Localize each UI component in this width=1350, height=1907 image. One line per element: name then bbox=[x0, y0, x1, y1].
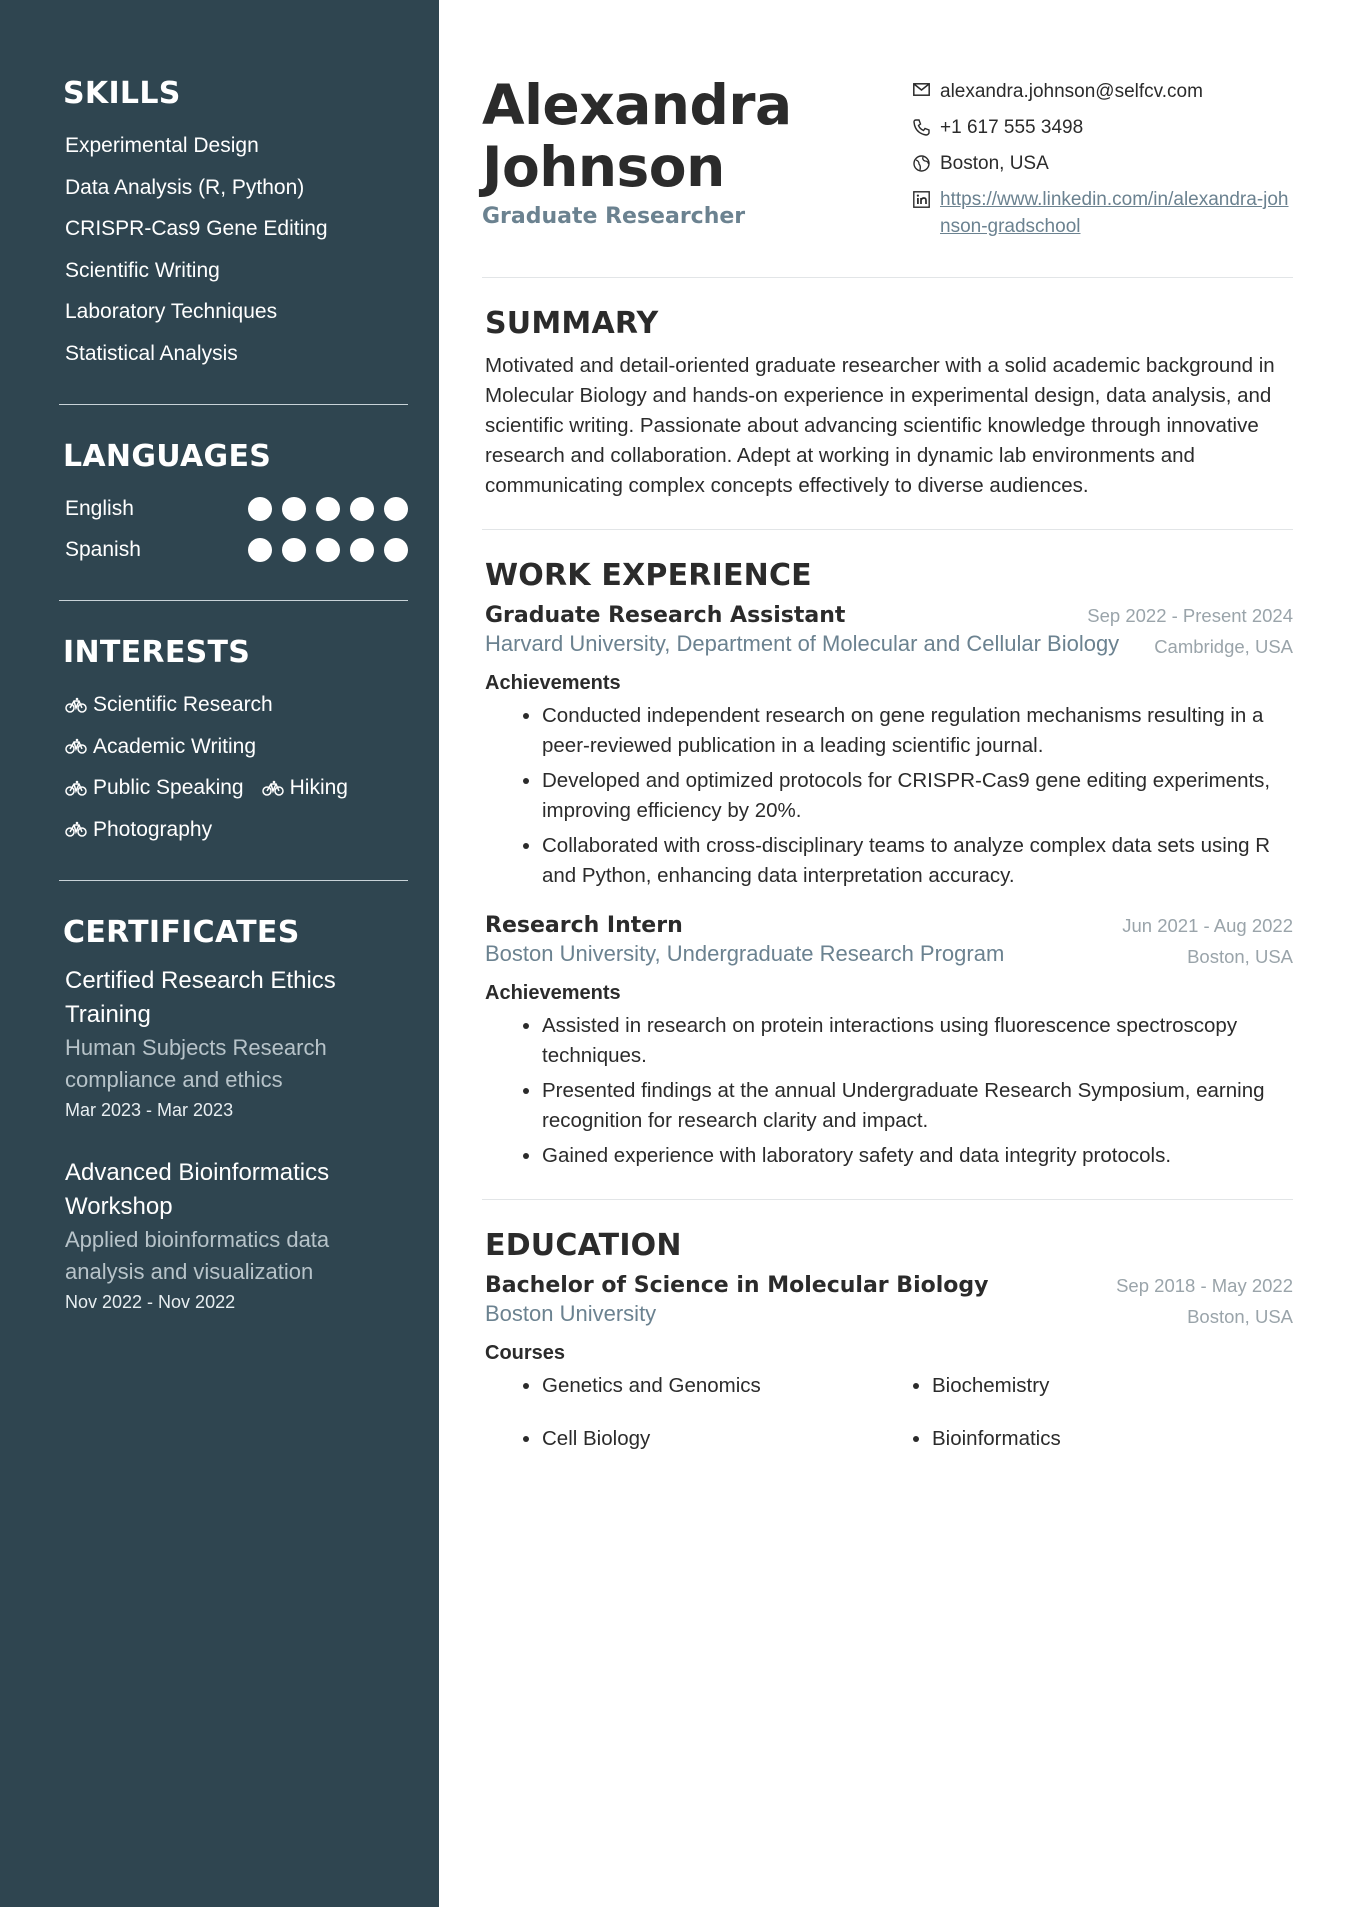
interest-item bbox=[65, 684, 273, 726]
level-dot bbox=[350, 497, 374, 521]
course-item: • Bioinformatics bbox=[932, 1424, 1232, 1454]
level-dot bbox=[282, 497, 306, 521]
level-dot bbox=[248, 538, 272, 562]
certificate-title: Certified Research Ethics Training bbox=[65, 967, 336, 1028]
interest-item bbox=[65, 809, 212, 851]
job-entry bbox=[485, 913, 1293, 1171]
phone-text[interactable]: +1 617 555 3498 bbox=[940, 117, 1084, 138]
interest-item bbox=[65, 726, 256, 768]
bicycle-icon bbox=[65, 697, 87, 713]
section-divider bbox=[482, 277, 1293, 278]
section-divider bbox=[482, 529, 1293, 530]
interest-label: Hiking bbox=[289, 776, 348, 799]
job-title: Graduate Research Assistant bbox=[485, 603, 846, 628]
contact-location bbox=[913, 150, 1293, 177]
achievement-item: • Gained experience with laboratory safety and data integrity protocols. bbox=[542, 1141, 1293, 1171]
level-dot bbox=[282, 538, 306, 562]
school-location: Boston, USA bbox=[1187, 1306, 1293, 1327]
linkedin-icon bbox=[913, 191, 930, 208]
achievements-list bbox=[485, 1011, 1293, 1171]
certificate-date: Nov 2022 - Nov 2022 bbox=[65, 1292, 236, 1312]
interest-item bbox=[65, 767, 244, 809]
job-location: Boston, USA bbox=[1187, 946, 1293, 967]
achievement-item: • Collaborated with cross-disciplinary teams to analyze complex data sets using R and Python, enhancing data interpretation accuracy. bbox=[542, 831, 1293, 891]
course-item: • Biochemistry bbox=[932, 1371, 1232, 1401]
bicycle-icon bbox=[262, 780, 284, 796]
location-text: Boston, USA bbox=[940, 153, 1049, 174]
job-role: Graduate Researcher bbox=[482, 204, 746, 229]
job-date: Jun 2021 - Aug 2022 bbox=[1122, 915, 1293, 936]
linkedin-link[interactable]: https://www.linkedin.com/in/alexandra-johnson-gradschool bbox=[940, 189, 1289, 237]
contact-email bbox=[913, 78, 1293, 105]
candidate-name bbox=[482, 74, 792, 198]
course-item: • Cell Biology bbox=[542, 1424, 932, 1454]
courses-list bbox=[485, 1371, 1293, 1477]
achievement-item: • Presented findings at the annual Undergraduate Research Symposium, earning recognition for research clarity and impact. bbox=[542, 1076, 1293, 1136]
skills-list bbox=[59, 125, 408, 374]
language-level-dots bbox=[248, 497, 408, 521]
certificates-title: CERTIFICATES bbox=[63, 915, 300, 950]
certificate-description: Applied bioinformatics data analysis and visualization bbox=[65, 1227, 330, 1284]
summary-section bbox=[482, 306, 1293, 501]
degree-title: Bachelor of Science in Molecular Biology bbox=[485, 1273, 989, 1298]
sidebar-divider bbox=[59, 880, 408, 881]
bicycle-icon bbox=[65, 738, 87, 754]
language-row bbox=[59, 529, 408, 570]
skill-item: CRISPR-Cas9 Gene Editing bbox=[65, 217, 328, 240]
bicycle-icon bbox=[65, 821, 87, 837]
name-block bbox=[482, 74, 792, 249]
phone-icon bbox=[913, 119, 930, 136]
achievement-item: • Developed and optimized protocols for CRISPR-Cas9 gene editing experiments, improving efficiency by 20%. bbox=[542, 766, 1293, 826]
level-dot bbox=[248, 497, 272, 521]
sidebar-divider bbox=[59, 600, 408, 601]
certificate-item bbox=[59, 1156, 408, 1316]
achievements-label: Achievements bbox=[485, 672, 621, 694]
job-organization: Boston University, Undergraduate Research Program bbox=[485, 941, 1005, 966]
job-date: Sep 2022 - Present 2024 bbox=[1087, 605, 1293, 626]
envelope-icon bbox=[913, 83, 930, 96]
skill-item: Scientific Writing bbox=[65, 258, 220, 282]
level-dot bbox=[350, 538, 374, 562]
language-name: Spanish bbox=[65, 537, 141, 561]
education-entry bbox=[485, 1273, 1293, 1477]
interests-list bbox=[59, 684, 405, 850]
interest-label: Academic Writing bbox=[93, 734, 256, 758]
course-item: • Genetics and Genomics bbox=[542, 1371, 932, 1401]
interests-title: INTERESTS bbox=[63, 635, 251, 670]
level-dot bbox=[384, 538, 408, 562]
main-content bbox=[439, 0, 1350, 1907]
certificate-date: Mar 2023 - Mar 2023 bbox=[65, 1100, 234, 1120]
school-name: Boston University bbox=[485, 1301, 657, 1326]
section-divider bbox=[482, 1199, 1293, 1200]
language-name: English bbox=[65, 496, 134, 520]
contact-phone bbox=[913, 114, 1293, 141]
skill-item: Data Analysis (R, Python) bbox=[65, 175, 305, 199]
email-text[interactable]: alexandra.johnson@selfcv.com bbox=[940, 81, 1203, 102]
education-section bbox=[482, 1228, 1293, 1477]
contact-linkedin bbox=[913, 186, 1293, 240]
achievement-item: • Assisted in research on protein interactions using fluorescence spectroscopy techniques. bbox=[542, 1011, 1293, 1071]
summary-title: SUMMARY bbox=[485, 306, 659, 341]
certificate-description: Human Subjects Research compliance and ethics bbox=[65, 1035, 327, 1092]
interest-label: Public Speaking bbox=[93, 776, 244, 799]
globe-icon bbox=[913, 155, 930, 172]
interest-item bbox=[262, 767, 348, 809]
job-organization: Harvard University, Department of Molecular and Cellular Biology bbox=[485, 631, 1120, 656]
interest-label: Photography bbox=[93, 817, 213, 841]
interest-label: Scientific Research bbox=[93, 693, 273, 716]
languages-title: LANGUAGES bbox=[63, 439, 272, 474]
bicycle-icon bbox=[65, 780, 87, 796]
skill-item: Experimental Design bbox=[65, 134, 259, 157]
skill-item: Statistical Analysis bbox=[65, 341, 238, 365]
achievement-item: • Conducted independent research on gene regulation mechanisms resulting in a peer-reviewed publication in a leading scientific journal. bbox=[542, 701, 1293, 761]
name-first: Alexandra bbox=[482, 73, 792, 137]
job-entry bbox=[485, 603, 1293, 891]
level-dot bbox=[316, 538, 340, 562]
resume-header bbox=[482, 74, 1293, 249]
certificate-title: Advanced Bioinformatics Workshop bbox=[65, 1159, 330, 1220]
language-row bbox=[59, 488, 408, 529]
job-title: Research Intern bbox=[485, 913, 683, 938]
courses-label: Courses bbox=[485, 1342, 566, 1364]
sidebar bbox=[0, 0, 439, 1907]
skills-title: SKILLS bbox=[63, 76, 181, 111]
summary-text: Motivated and detail-oriented graduate researcher with a solid academic background in Molecular Biology and hands-on experience in experimental design, data analysis, and scientific writing. Passionate about advancing scientific knowledge through innovative research and collaboration. Adept at working in dynamic lab environments and communicating complex concepts effectively to diverse audiences. bbox=[485, 354, 1275, 497]
sidebar-divider bbox=[59, 404, 408, 405]
level-dot bbox=[384, 497, 408, 521]
name-last: Johnson bbox=[482, 135, 725, 199]
certificate-item bbox=[59, 964, 408, 1124]
experience-section bbox=[482, 558, 1293, 1171]
skill-item: Laboratory Techniques bbox=[65, 300, 278, 323]
level-dot bbox=[316, 497, 340, 521]
contact-list bbox=[913, 74, 1293, 249]
education-date: Sep 2018 - May 2022 bbox=[1116, 1275, 1293, 1296]
education-title: EDUCATION bbox=[485, 1228, 682, 1263]
job-location: Cambridge, USA bbox=[1154, 636, 1293, 657]
achievements-list bbox=[485, 701, 1293, 891]
achievements-label: Achievements bbox=[485, 982, 621, 1004]
experience-title: WORK EXPERIENCE bbox=[485, 558, 812, 593]
language-level-dots bbox=[248, 538, 408, 562]
